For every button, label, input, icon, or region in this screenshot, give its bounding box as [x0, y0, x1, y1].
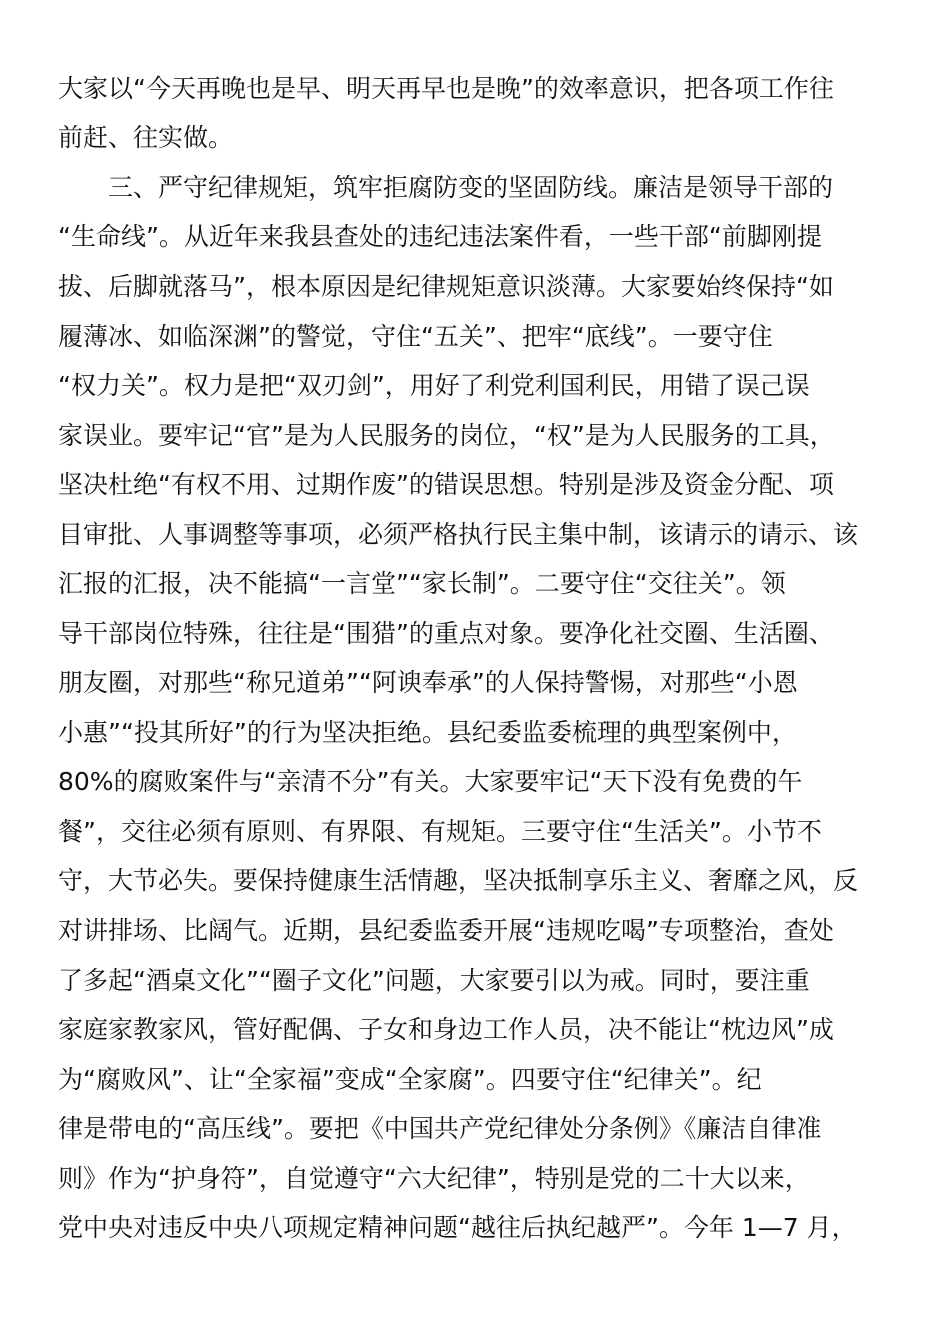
text-line: 守，大节必失。要保持健康生活情趣，坚决抵制享乐主义、奢靡之风，反 [58, 866, 859, 895]
text-line: 导干部岗位特殊，往往是“围猎”的重点对象。要净化社交圈、生活圈、 [58, 619, 834, 648]
text-line: 家误业。要牢记“官”是为人民服务的岗位，“权”是为人民服务的工具， [58, 421, 835, 450]
text-line: 为“腐败风”、让“全家福”变成“全家腐”。四要守住“纪律关”。纪 [58, 1065, 762, 1094]
text-line: 80%的腐败案件与“亲清不分”有关。大家要牢记“天下没有免费的午 [58, 767, 803, 796]
paragraph-start-line: 三、严守纪律规矩，筑牢拒腐防变的坚固防线。廉洁是领导干部的 [108, 173, 834, 202]
text-line: 大家以“今天再晚也是早、明天再早也是晚”的效率意识，把各项工作往 [58, 74, 834, 103]
text-line: 履薄冰、如临深渊”的警觉，守住“五关”、把牢“底线”。一要守住 [58, 322, 773, 351]
text-line: 坚决杜绝“有权不用、过期作废”的错误思想。特别是涉及资金分配、项 [58, 470, 834, 499]
text-line: 家庭家教家风，管好配偶、子女和身边工作人员，决不能让“枕边风”成 [58, 1015, 834, 1044]
text-line: 餐”，交往必须有原则、有界限、有规矩。三要守住“生活关”。小节不 [58, 817, 822, 846]
text-line: 律是带电的“高压线”。要把《中国共产党纪律处分条例》《廉洁自律准 [58, 1114, 822, 1143]
text-line: 党中央对违反中央八项规定精神问题“越往后执纪越严”。今年 1—7 月， [58, 1213, 857, 1242]
text-line: 对讲排场、比阔气。近期，县纪委监委开展“违规吃喝”专项整治，查处 [58, 916, 834, 945]
text-line: 小惠”“投其所好”的行为坚决拒绝。县纪委监委梳理的典型案例中， [58, 718, 797, 747]
text-line: “生命线”。从近年来我县查处的违纪违法案件看，一些干部“前脚刚提 [58, 222, 822, 251]
text-line: “权力关”。权力是把“双刃剑”，用好了利党利国利民，用错了误己误 [58, 371, 810, 400]
text-line: 拔、后脚就落马”，根本原因是纪律规矩意识淡薄。大家要始终保持“如 [58, 272, 834, 301]
text-line: 汇报的汇报，决不能搞“一言堂”“家长制”。二要守住“交往关”。领 [58, 569, 786, 598]
text-line: 前赶、往实做。 [58, 123, 234, 152]
text-line: 朋友圈，对那些“称兄道弟”“阿谀奉承”的人保持警惕，对那些“小恩 [58, 668, 798, 697]
text-line: 了多起“酒桌文化”“圈子文化”问题，大家要引以为戒。同时，要注重 [58, 966, 810, 995]
text-line: 目审批、人事调整等事项，必须严格执行民主集中制，该请示的请示、该 [58, 520, 859, 549]
text-line: 则》作为“护身符”，自觉遵守“六大纪律”，特别是党的二十大以来， [58, 1164, 810, 1193]
